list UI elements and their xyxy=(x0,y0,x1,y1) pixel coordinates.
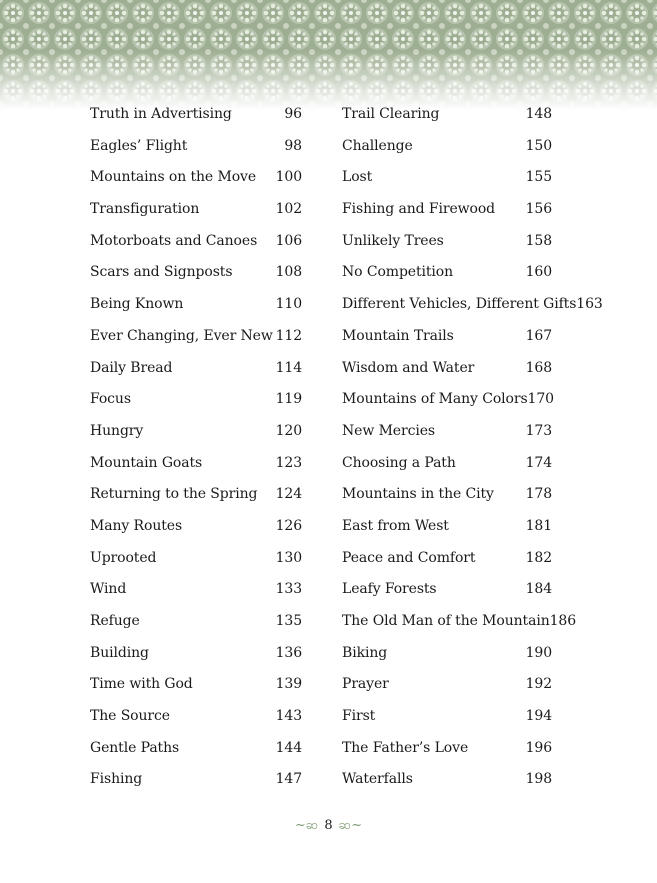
toc-entry-title: Wisdom and Water xyxy=(342,359,475,376)
toc-entry-title: Different Vehicles, Different Gifts xyxy=(342,296,577,313)
toc-entry-title: Ever Changing, Ever New xyxy=(90,327,273,344)
toc-entry xyxy=(342,455,552,487)
toc-entry-page: 135 xyxy=(275,613,302,629)
toc-entry xyxy=(90,740,302,772)
toc-entry xyxy=(90,613,302,645)
toc-entry xyxy=(342,613,577,645)
toc-entry-page: 192 xyxy=(525,676,552,693)
toc-entry xyxy=(342,676,552,708)
toc-entry-page: 139 xyxy=(275,676,302,693)
toc-entry-page: 167 xyxy=(525,327,552,344)
toc-entry-page: 110 xyxy=(275,296,302,313)
toc-entry-title: Choosing a Path xyxy=(342,454,456,471)
toc-entry-page: 112 xyxy=(275,327,302,344)
toc-entry-page: 124 xyxy=(275,486,302,503)
toc-entry xyxy=(342,581,552,613)
toc-entry-title: Trail Clearing xyxy=(342,106,440,122)
toc-entry-page: 130 xyxy=(275,549,302,566)
toc-entry xyxy=(342,201,552,233)
toc-entry-title: Daily Bread xyxy=(90,359,173,376)
toc-entry-title: Leafy Forests xyxy=(342,581,437,598)
toc-entry xyxy=(90,138,302,170)
toc-entry-page: 143 xyxy=(275,708,302,725)
toc-entry xyxy=(342,138,552,170)
toc-entry xyxy=(342,360,552,392)
toc-entry xyxy=(90,518,302,550)
toc-entry xyxy=(90,169,302,201)
toc-entry xyxy=(90,708,302,740)
toc-entry xyxy=(90,391,302,423)
toc-entry xyxy=(90,645,302,677)
toc-entry-page: 126 xyxy=(275,517,302,534)
toc-entry-title: No Competition xyxy=(342,264,454,281)
toc-entry-page: 155 xyxy=(525,169,552,186)
toc-entry-title: Fishing and Firewood xyxy=(342,201,496,218)
toc-entry-title: First xyxy=(342,708,376,725)
toc-entry xyxy=(342,708,552,740)
toc-entry-page: 147 xyxy=(275,771,302,788)
toc-entry xyxy=(342,106,552,138)
toc-entry-title: Gentle Paths xyxy=(90,739,180,756)
toc-entry-title: Peace and Comfort xyxy=(342,549,476,566)
toc-entry xyxy=(90,455,302,487)
toc-entry-page: 150 xyxy=(525,137,552,154)
toc-entry-title: Prayer xyxy=(342,676,389,693)
toc-entry-page: 120 xyxy=(275,422,302,439)
toc-entry xyxy=(90,423,302,455)
toc-entry-page: 156 xyxy=(525,201,552,218)
toc-entry xyxy=(90,296,302,328)
left-flourish-icon: ~ဆ xyxy=(294,818,319,833)
toc-entry-page: 106 xyxy=(275,232,302,249)
toc-entry xyxy=(342,169,552,201)
toc-entry-title: Mountain Goats xyxy=(90,454,203,471)
toc-entry-title: Returning to the Spring xyxy=(90,486,258,503)
toc-entry xyxy=(342,550,552,582)
toc-entry xyxy=(342,233,552,265)
toc-entry-title: Being Known xyxy=(90,296,184,313)
toc-entry-title: Focus xyxy=(90,391,131,408)
toc-entry-page: 168 xyxy=(525,359,552,376)
toc-entry-title: Hungry xyxy=(90,422,144,439)
toc-entry-title: Eagles’ Flight xyxy=(90,137,188,154)
toc-entry-page: 181 xyxy=(525,517,552,534)
toc-entry xyxy=(90,676,302,708)
toc-entry-title: The Old Man of the Mountain xyxy=(342,613,550,629)
toc-entry-page: 144 xyxy=(275,739,302,756)
toc-entry-page: 96 xyxy=(284,106,302,122)
toc-entry-title: Building xyxy=(90,644,149,661)
toc-entry-page: 182 xyxy=(525,549,552,566)
toc-entry xyxy=(90,771,302,803)
toc-right-column xyxy=(342,106,603,803)
toc-entry xyxy=(90,264,302,296)
toc-entry-title: Many Routes xyxy=(90,517,183,534)
floral-pattern-icon xyxy=(0,0,657,110)
toc-entry xyxy=(342,518,552,550)
toc-entry xyxy=(342,486,552,518)
toc-entry-page: 174 xyxy=(525,454,552,471)
toc-entry xyxy=(342,391,552,423)
toc-entry-page: 123 xyxy=(275,454,302,471)
toc-entry-page: 100 xyxy=(275,169,302,186)
toc-entry xyxy=(342,423,552,455)
toc-entry-title: Challenge xyxy=(342,137,413,154)
toc-entry-title: East from West xyxy=(342,517,449,534)
toc-entry xyxy=(90,106,302,138)
toc-entry-title: Lost xyxy=(342,169,373,186)
toc-entry xyxy=(90,550,302,582)
toc-entry-title: The Source xyxy=(90,708,170,725)
toc-entry-page: 170 xyxy=(527,391,554,408)
toc-entry xyxy=(342,296,603,328)
toc-entry-page: 133 xyxy=(275,581,302,598)
toc-entry xyxy=(90,360,302,392)
page-footer xyxy=(0,818,657,833)
toc-entry-page: 102 xyxy=(275,201,302,218)
toc-entry xyxy=(342,771,552,803)
right-flourish-icon: ဆ~ xyxy=(338,818,363,833)
toc-entry-title: New Mercies xyxy=(342,422,435,439)
toc-entry-page: 160 xyxy=(525,264,552,281)
toc-entry-title: Truth in Advertising xyxy=(90,106,232,122)
toc-entry-title: Time with God xyxy=(90,676,193,693)
toc-entry-title: The Father’s Love xyxy=(342,739,469,756)
toc-entry-page: 108 xyxy=(275,264,302,281)
toc-entry-title: Biking xyxy=(342,644,388,661)
toc-entry-page: 173 xyxy=(525,422,552,439)
toc-entry-page: 184 xyxy=(525,581,552,598)
toc-entry xyxy=(90,328,302,360)
toc-entry-title: Fishing xyxy=(90,771,143,788)
toc-entry-title: Unlikely Trees xyxy=(342,232,444,249)
toc-entry-title: Mountains on the Move xyxy=(90,169,257,186)
toc-entry xyxy=(342,740,552,772)
decorative-header-band xyxy=(0,0,657,110)
toc-entry-page: 136 xyxy=(275,644,302,661)
page-number: 8 xyxy=(324,818,333,833)
toc-entry xyxy=(90,486,302,518)
toc-entry xyxy=(342,328,552,360)
toc-entry-title: Motorboats and Canoes xyxy=(90,232,258,249)
toc-entry xyxy=(90,233,302,265)
toc-entry-title: Wind xyxy=(90,581,127,598)
toc-entry-title: Transfiguration xyxy=(90,201,200,218)
toc-entry-title: Uprooted xyxy=(90,549,157,566)
toc-entry xyxy=(342,645,552,677)
toc-entry-page: 178 xyxy=(525,486,552,503)
toc-entry-page: 114 xyxy=(275,359,302,376)
toc-entry-page: 98 xyxy=(284,137,302,154)
toc-entry xyxy=(90,201,302,233)
toc-entry-page: 196 xyxy=(525,739,552,756)
toc-entry-page: 186 xyxy=(549,613,577,629)
toc-entry-page: 148 xyxy=(525,106,552,122)
toc-left-column xyxy=(90,106,302,803)
toc-entry-title: Mountains of Many Colors xyxy=(342,391,528,408)
toc-entry-title: Mountain Trails xyxy=(342,327,454,344)
toc-entry-page: 198 xyxy=(525,771,552,788)
toc-entry-title: Refuge xyxy=(90,613,140,629)
toc-entry xyxy=(342,264,552,296)
toc-entry-page: 158 xyxy=(525,232,552,249)
toc-entry-title: Scars and Signposts xyxy=(90,264,233,281)
toc-entry-page: 163 xyxy=(576,296,603,313)
toc-entry-page: 194 xyxy=(525,708,552,725)
toc-entry-page: 119 xyxy=(275,391,302,408)
toc-entry-page: 190 xyxy=(525,644,552,661)
toc-entry-title: Waterfalls xyxy=(342,771,413,788)
toc-entry-title: Mountains in the City xyxy=(342,486,494,503)
table-of-contents xyxy=(90,106,603,803)
toc-entry xyxy=(90,581,302,613)
